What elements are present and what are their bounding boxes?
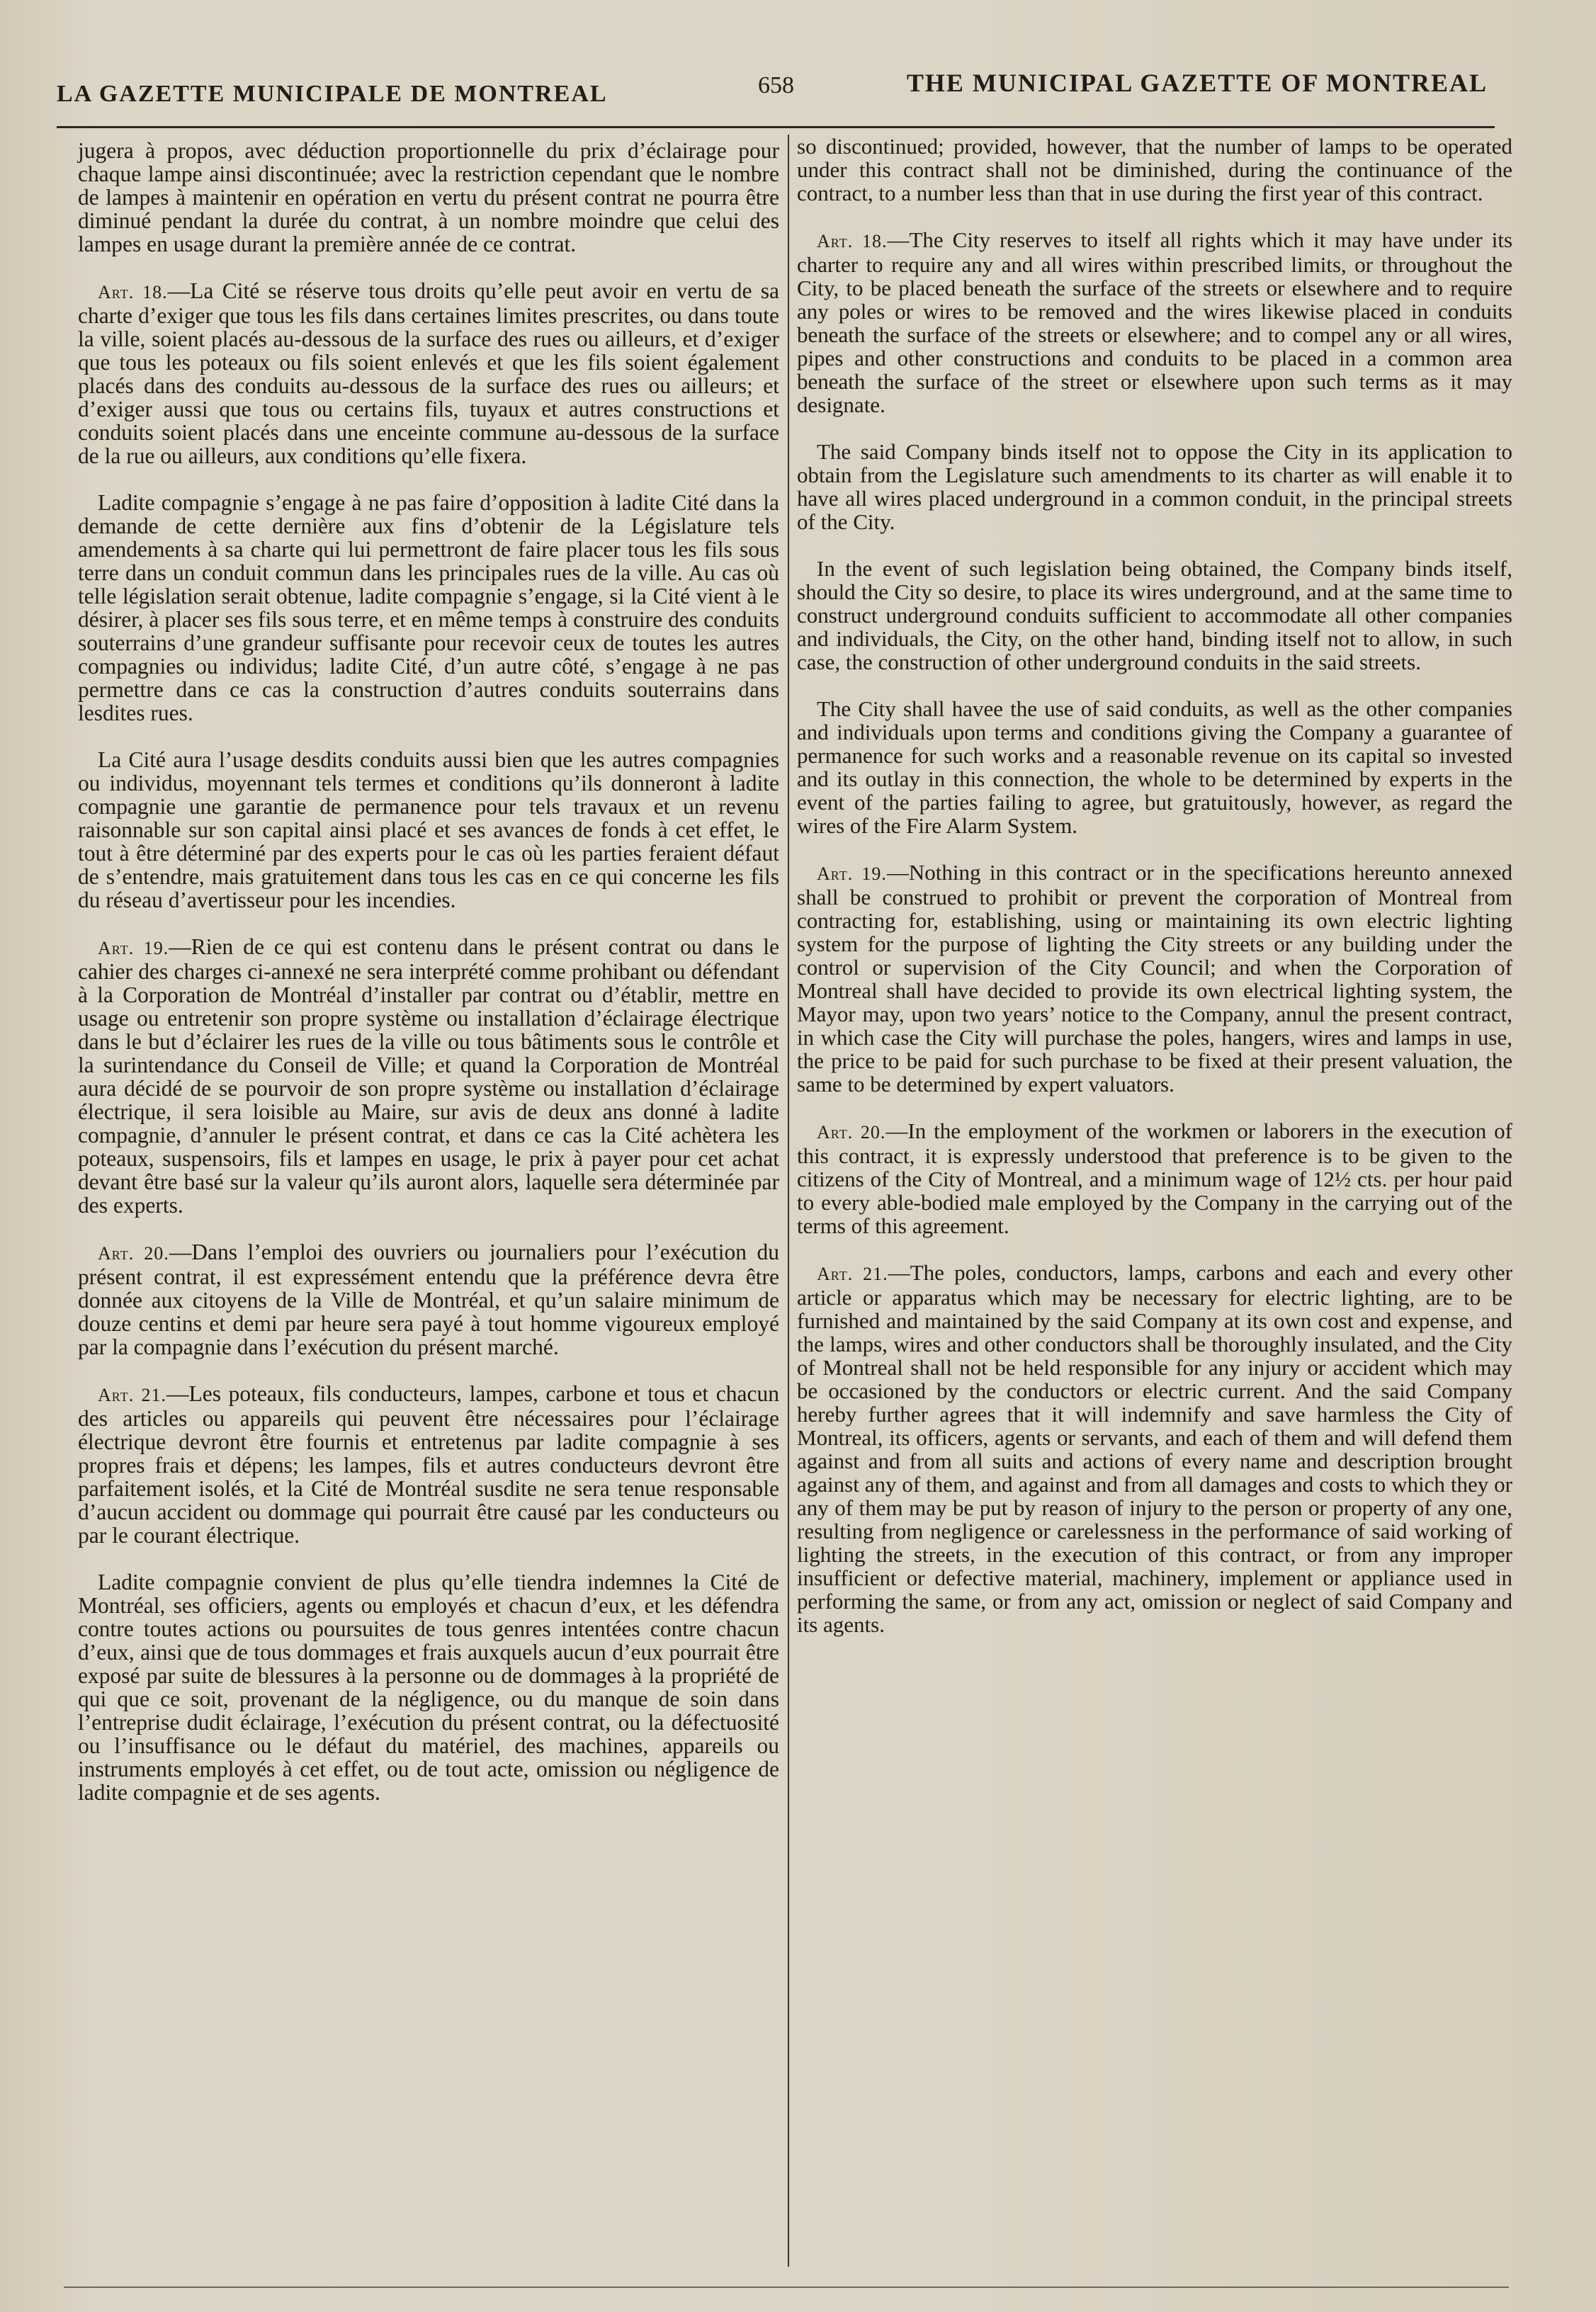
- en-article-21: [797, 1261, 1512, 1636]
- english-column: [797, 135, 1512, 1636]
- en-article-19: [797, 861, 1512, 1096]
- fr-paragraph-conduits: La Cité aura l’usage desdits conduits aussi bien que les autres compagnies ou individus, moyennant tels termes et conditions qu’ils donneront à ladite compagnie une garantie de permanence pour tels travaux et un revenu raisonnable sur son capital ainsi placé et ses avances de fonds à cet effet, le tout à être déterminé par des experts pour le cas où les parties feraient défaut de s’entendre, mais gratuitement dans tous les cas en ce qui concerne les fils du réseau d’avertisseur pour les incendies.: [78, 747, 779, 912]
- fr-article-20-text: —Dans l’emploi des ouvriers ou journaliers pour l’exécution du présent contrat, il est expressément entendu que la préférence devra être donnée aux citoyens de la Ville de Montréal, et qu’un salaire minimum de douze centins et demi par heure sera payé à tout homme vigoureux employé par la compagnie dans l’exécution du présent marché.: [78, 1240, 779, 1359]
- column-divider: [788, 135, 789, 2267]
- header-left-title: LA GAZETTE MUNICIPALE DE MONTREAL: [57, 81, 608, 107]
- footer-rule: [64, 2286, 1509, 2288]
- fr-article-19-label: Art. 19.: [98, 938, 169, 958]
- en-article-20: [797, 1119, 1512, 1237]
- en-paragraph-conduits: The City shall havee the use of said conduits, as well as the other companies and individuals upon terms and conditions giving the Company a guarantee of permanence for such works and a reasonable revenue on its capital so invested and its outlay in this connection, the whole to be determined by experts in the event of the parties failing to agree, but gratuitously, however, as regard the wires of the Fire Alarm System.: [797, 696, 1512, 838]
- en-article-20-text: —In the employment of the workmen or laborers in the execution of this contract, it is expressly understood that preference is to be given to the citizens of the City of Montreal, and a minimum wage of 12½ cts. per hour paid to every able-bodied male employed by the Company in the carrying out of the terms of this agreement.: [797, 1118, 1512, 1238]
- en-article-19-text: —Nothing in this contract or in the specifications hereunto annexed shall be construed to prohibit or prevent the corporation of Montreal from contracting for, establishing, using or maintaining its own electric lighting system for the purpose of lighting the City streets or any building under the control or supervision of the City Council; and when the Corporation of Montreal shall have decided to provide its own electrical lighting system, the Mayor may, upon two years’ notice to the Company, annul the present contract, in which case the City will purchase the poles, hangers, wires and lamps in use, the price to be paid for such purchase to be fixed at their present valuation, the same to be determined by expert valuators.: [797, 860, 1512, 1096]
- header-rule: [57, 126, 1495, 128]
- fr-article-19-text: —Rien de ce qui est contenu dans le présent contrat ou dans le cahier des charges ci-annexé ne sera interprété comme prohibant ou défendant à la Corporation de Montréal d’installer par contrat ou d’établir, mettre en usage ou entretenir son propre système ou installation d’éclairage électrique dans le but d’éclairer les rues de la ville ou tous bâtiments sous le contrôle et la surintendance du Conseil de Ville; et quand la Corporation de Montréal aura décidé de se pourvoir de son propre système ou installation d’éclairage électrique, il sera loisible au Maire, sur avis de deux ans donné à ladite compagnie, d’annuler le présent contrat, et dans ce cas la Cité achètera les poteaux, suspensoirs, fils et lampes en usage, le prix à payer pour cet achat devant être basé sur la valeur qu’ils auront alors, laquelle sera déterminée par des experts.: [78, 934, 779, 1218]
- fr-article-18: [78, 279, 779, 468]
- fr-paragraph-indemnity: Ladite compagnie convient de plus qu’elle tiendra indemnes la Cité de Montréal, ses officiers, agents ou employés et chacun d’eux, et les défendra contre toutes actions ou poursuites de tous genres intentées contre chacun d’eux, ainsi que de tous dommages et frais auxquels aucun d’eux pourrait être exposé par suite de blessures à la personne ou de dommages à la propriété de qui que ce soit, provenant de la négligence, ou du manque de soin dans l’entreprise dudit éclairage, l’exécution du présent contrat, ou la défectuosité ou l’insuffisance ou le défaut du matériel, des machines, appareils ou instruments employés à cet effet, ou de tout acte, omission ou négligence de ladite compagnie et de ses agents.: [78, 1570, 779, 1805]
- fr-article-18-text: —La Cité se réserve tous droits qu’elle peut avoir en vertu de sa charte d’exiger que tous les fils dans certaines limites prescrites, ou dans toute la ville, soient placés au-dessous de la surface des rues ou ailleurs, et d’exiger que tous les poteaux ou fils soient enlevés et que les fils soient également placés dans des conduits au-dessous de la surface des rues ou ailleurs; et d’exiger aussi que tous ou certains fils, tuyaux et autres constructions et conduits soient placés dans une enceinte commune au-dessous de la surface de la rue ou ailleurs, aux conditions qu’elle fixera.: [78, 278, 779, 468]
- fr-paragraph-opposition: Ladite compagnie s’engage à ne pas faire d’opposition à ladite Cité dans la demande de cette dernière aux fins d’obtenir de la Législature tels amendements à sa charte qui lui permettront de faire placer tous les fils sous terre dans un conduit commun dans les principales rues de la ville. Au cas où telle législation serait obtenue, ladite compagnie s’engage, si la Cité vient à le désirer, à placer ses fils sous terre, et en même temps à construire des conduits souterrains d’une grandeur suffisante pour recevoir ceux de toutes les autres compagnies ou individus; ladite Cité, d’un autre côté, s’engage à ne pas permettre dans ce cas la construction d’autres conduits souterrains dans lesdites rues.: [78, 490, 779, 725]
- fr-article-21: [78, 1382, 779, 1547]
- fr-article-20-label: Art. 20.: [98, 1243, 169, 1264]
- header-right-title: THE MUNICIPAL GAZETTE OF MONTREAL: [906, 69, 1488, 97]
- en-article-19-label: Art. 19.: [817, 863, 887, 884]
- en-article-18-text: —The City reserves to itself all rights which it may have under its charter to require any and all wires within prescribed limits, or throughout the City, to be placed beneath the surface of the streets or elsewhere and to require any poles or wires to be removed and the wires likewise placed in conduits beneath the surface of the streets or elsewhere; and to compel any or all wires, pipes and other constructions and conduits to be placed in a common area beneath the surface of the street or elsewhere upon such terms as it may designate.: [797, 227, 1513, 417]
- en-article-18-label: Art. 18.: [817, 231, 888, 251]
- en-article-21-label: Art. 21.: [817, 1264, 888, 1284]
- en-article-18: [797, 228, 1512, 416]
- fr-article-21-text: —Les poteaux, fils conducteurs, lampes, carbone et tous et chacun des articles ou appareils qui peuvent être nécessaires pour l’éclairage électrique devront être fournis et entretenus par ladite compagnie à ses propres frais et dépens; les lampes, fils et autres conducteurs devront être parfaitement isolés, et la Cité de Montréal susdite ne sera tenue responsable d’aucun accident ou dommage qui pourrait être causé par les conducteurs ou par le courant électrique.: [78, 1381, 780, 1548]
- fr-article-20: [78, 1240, 779, 1359]
- en-paragraph-legislation: In the event of such legislation being obtained, the Company binds itself, should the City so desire, to place its wires underground, and at the same time to construct underground conduits sufficient to accommodate all other companies and individuals, the City, on the other hand, binding itself not to allow, in such case, the construction of other underground conduits in the said streets.: [797, 556, 1512, 674]
- fr-paragraph-continued: jugera à propos, avec déduction proportionnelle du prix d’éclairage pour chaque lampe ainsi discontinuée; avec la restriction cependant que le nombre de lampes à maintenir en opération en vertu du présent contrat ne pourra être diminué pendant la durée du contrat, à un nombre moindre que celui des lampes en usage durant la première année de ce contrat.: [78, 138, 779, 256]
- page-number: 658: [758, 72, 794, 98]
- french-column: [78, 139, 779, 1804]
- fr-article-18-label: Art. 18.: [98, 282, 168, 302]
- en-paragraph-opposition: The said Company binds itself not to oppose the City in its application to obtain from the Legislature such amendments to its charter as will enable it to have all wires placed underground in a common conduit, in the principal streets of the City.: [797, 439, 1512, 534]
- en-article-21-text: —The poles, conductors, lamps, carbons and each and every other article or apparatus which may be necessary for electric lighting, are to be furnished and maintained by the said Company at its own cost and expense, and the lamps, wires and other conductors shall be thoroughly insulated, and the City of Montreal shall not be held responsible for any injury or accident which may be occasioned by the conductors or electric current. And the said Company hereby further agrees that it will indemnify and save harmless the City of Montreal, its officers, agents or servants, and each of them and will defend them against and from all suits and actions of every name and description brought against any of them, and against and from all damages and costs to which they or any of them may be put by reason of injury to the person or property of any one, resulting from negligence or carelessness in the performance of said working of lighting the streets, in the execution of this contract, or from any improper insufficient or defective material, machinery, implement or appliance used in performing the same, or from any act, omission or neglect of said Company and its agents.: [797, 1260, 1512, 1637]
- en-paragraph-continued: so discontinued; provided, however, that the number of lamps to be operated under this contract shall not be diminished, during the continuance of the contract, to a number less than that in use during the first year of this contract.: [797, 134, 1512, 205]
- en-article-20-label: Art. 20.: [817, 1122, 886, 1143]
- page-header: [57, 68, 1488, 125]
- fr-article-19: [78, 935, 779, 1217]
- fr-article-21-label: Art. 21.: [98, 1385, 167, 1405]
